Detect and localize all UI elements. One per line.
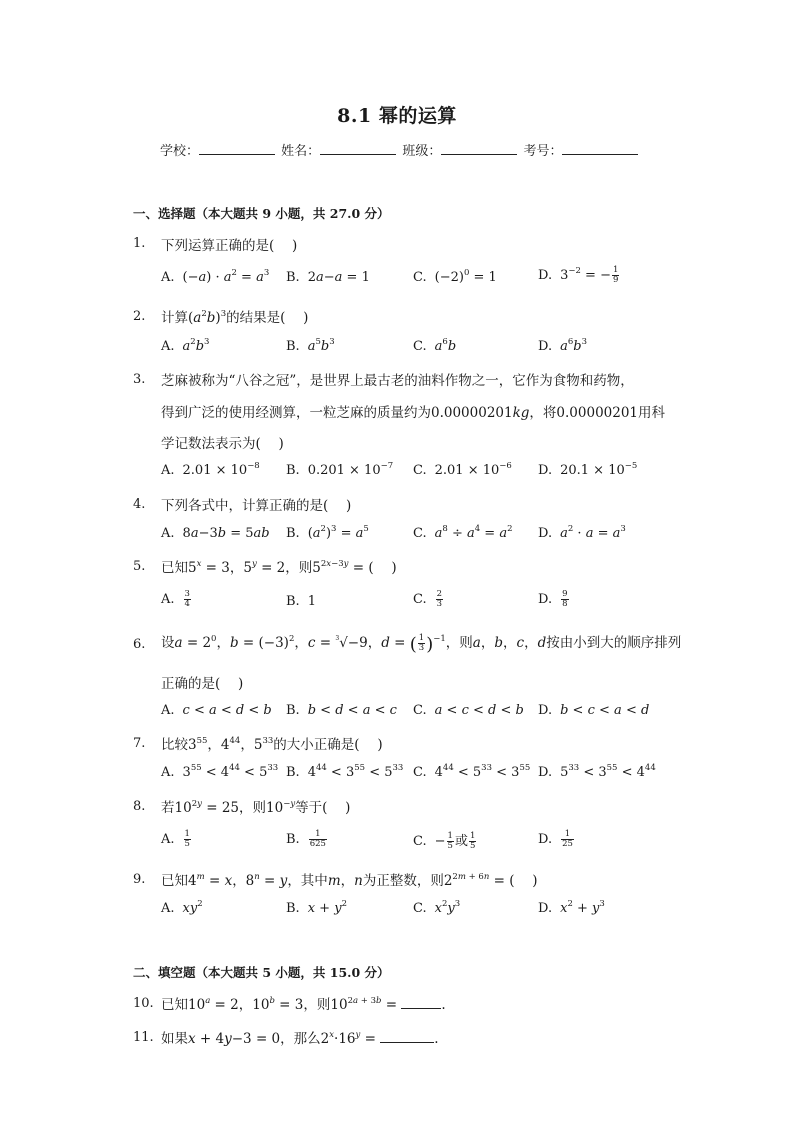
question-stem-line: 芝麻被称为“八谷之冠”，是世界上最古老的油料作物之一，它作为食物和药物， — [161, 373, 634, 389]
option-d: D. $x^2 + y^3$ — [538, 899, 605, 916]
option-c: C. $(-2)^0 = 1$ — [413, 268, 497, 285]
section-heading-fill: 二、填空题（本大题共 5 小题，共 15.0 分） — [133, 965, 390, 980]
option-c: C. $4^{44} < 5^{33} < 3^{55}$ — [413, 763, 531, 780]
option-c: C. $a^6b$ — [413, 337, 457, 354]
question-stem: 下列各式中，计算正确的是( ) — [161, 498, 352, 514]
student-info-row — [160, 140, 640, 159]
question-stem-line: 设$a = 2^0$，$b = (-3)^2$，c = $^3$√−9，d = ( $\frac{1}{3}$ )$^{-1}$，则a，b，c，d按由小到大的顺序排列 — [161, 633, 682, 655]
option-b: B. $(a^2)^3 = a^5$ — [286, 524, 369, 541]
option-d: D. b < c < a < d — [538, 703, 650, 718]
option-a: A. $\frac{3}{4}$ — [161, 589, 190, 609]
option-a: A. $3^{55} < 4^{44} < 5^{33}$ — [161, 763, 279, 780]
answer-blank[interactable] — [401, 996, 441, 1009]
name-blank — [320, 142, 396, 155]
option-a: A. $xy^2$ — [161, 899, 203, 916]
option-d: D. $a^2 \cdot a = a^3$ — [538, 524, 626, 541]
page-title: 8.1 幂的运算 — [337, 105, 457, 127]
class-label: 班级： — [402, 144, 442, 159]
option-a: A. $\frac{1}{5}$ — [161, 829, 190, 849]
question-stem: 若$10^{2y} = 25$，则$10^{-y}$等于( ) — [161, 799, 351, 816]
section-heading-choice: 一、选择题（本大题共 9 小题，共 27.0 分） — [133, 206, 390, 221]
option-b: B. $4^{44} < 3^{55} < 5^{33}$ — [286, 763, 404, 780]
option-a: A. $a^2b^3$ — [161, 337, 210, 354]
option-d: D. $\frac{9}{8}$ — [538, 589, 568, 609]
option-d: D. $20.1 \times 10^{-5}$ — [538, 461, 638, 478]
question-number: 3. — [133, 372, 146, 387]
exam-number-blank — [562, 142, 638, 155]
option-a: A. c < a < d < b — [161, 703, 272, 718]
option-d: D. $3^{-2}$ = − $\frac{1}{9}$ — [538, 265, 619, 285]
option-b: B. $a^5b^3$ — [286, 337, 335, 354]
question-number: 2. — [133, 309, 146, 324]
option-c: C. $2.01 \times 10^{-6}$ — [413, 461, 512, 478]
option-c: C. $a^8 \div a^4 = a^2$ — [413, 524, 513, 541]
option-a: A. 8a−3b = 5ab — [161, 526, 270, 541]
option-c: C. $x^2y^3$ — [413, 899, 461, 916]
school-label: 学校： — [160, 144, 200, 159]
question-stem: 已知$5^x = 3$，$5^y = 2$，则$5^{2x-3y}$ = ( ) — [161, 559, 397, 576]
name-label: 姓名： — [281, 144, 321, 159]
question-number: 10. — [133, 996, 154, 1011]
option-b: B. 1 — [286, 594, 316, 609]
option-a: A. $2.01 \times 10^{-8}$ — [161, 461, 260, 478]
question-stem: 如果x + 4y−3 = 0，那么$2^x\cdot 16^y$ = . — [161, 1030, 439, 1047]
question-number: 9. — [133, 872, 146, 887]
question-number: 4. — [133, 497, 146, 512]
exam-number-label: 考号： — [523, 144, 563, 159]
question-stem-line: 学记数法表示为( ) — [161, 436, 284, 452]
option-b: B. $0.201 \times 10^{-7}$ — [286, 461, 394, 478]
class-blank — [441, 142, 517, 155]
option-d: D. $a^6b^3$ — [538, 337, 588, 354]
answer-blank[interactable] — [380, 1030, 434, 1043]
question-stem: 已知$4^m = x$，$8^n = y$，其中m，n为正整数，则$2^{2m + 6n}$ = ( ) — [161, 872, 538, 889]
question-stem: 已知$10^a = 2$，$10^b = 3$，则$10^{2a + 3b}$ = . — [161, 996, 446, 1013]
option-c: C. − $\frac{1}{5}$ 或 $\frac{1}{5}$ — [413, 831, 476, 851]
question-stem: 比较$3^{55}$，$4^{44}$，$5^{33}$的大小正确是( ) — [161, 736, 383, 753]
option-b: B. 2a−a = 1 — [286, 270, 370, 285]
question-number: 6. — [133, 637, 146, 652]
question-number: 5. — [133, 559, 146, 574]
question-stem: 计算$(a^2b)^3$的结果是( ) — [161, 309, 309, 326]
option-a: A. $(-a) \cdot a^2 = a^3$ — [161, 268, 270, 285]
question-number: 7. — [133, 736, 146, 751]
option-c: C. a < c < d < b — [413, 703, 524, 718]
option-b: B. $x + y^2$ — [286, 899, 347, 916]
option-b: B. $\frac{1}{625}$ — [286, 829, 326, 849]
question-number: 1. — [133, 236, 146, 251]
question-number: 11. — [133, 1030, 154, 1045]
question-stem: 下列运算正确的是( ) — [161, 238, 298, 254]
school-blank — [199, 142, 275, 155]
option-d: D. $\frac{1}{25}$ — [538, 829, 573, 849]
question-stem-line: 得到广泛的使用经测算，一粒芝麻的质量约为0.00000201kg，将0.00000201用科 — [161, 405, 666, 421]
question-number: 8. — [133, 799, 146, 814]
option-b: B. b < d < a < c — [286, 703, 397, 718]
option-c: C. $\frac{2}{3}$ — [413, 589, 443, 609]
question-stem-line: 正确的是( ) — [161, 676, 244, 692]
option-d: D. $5^{33} < 3^{55} < 4^{44}$ — [538, 763, 656, 780]
